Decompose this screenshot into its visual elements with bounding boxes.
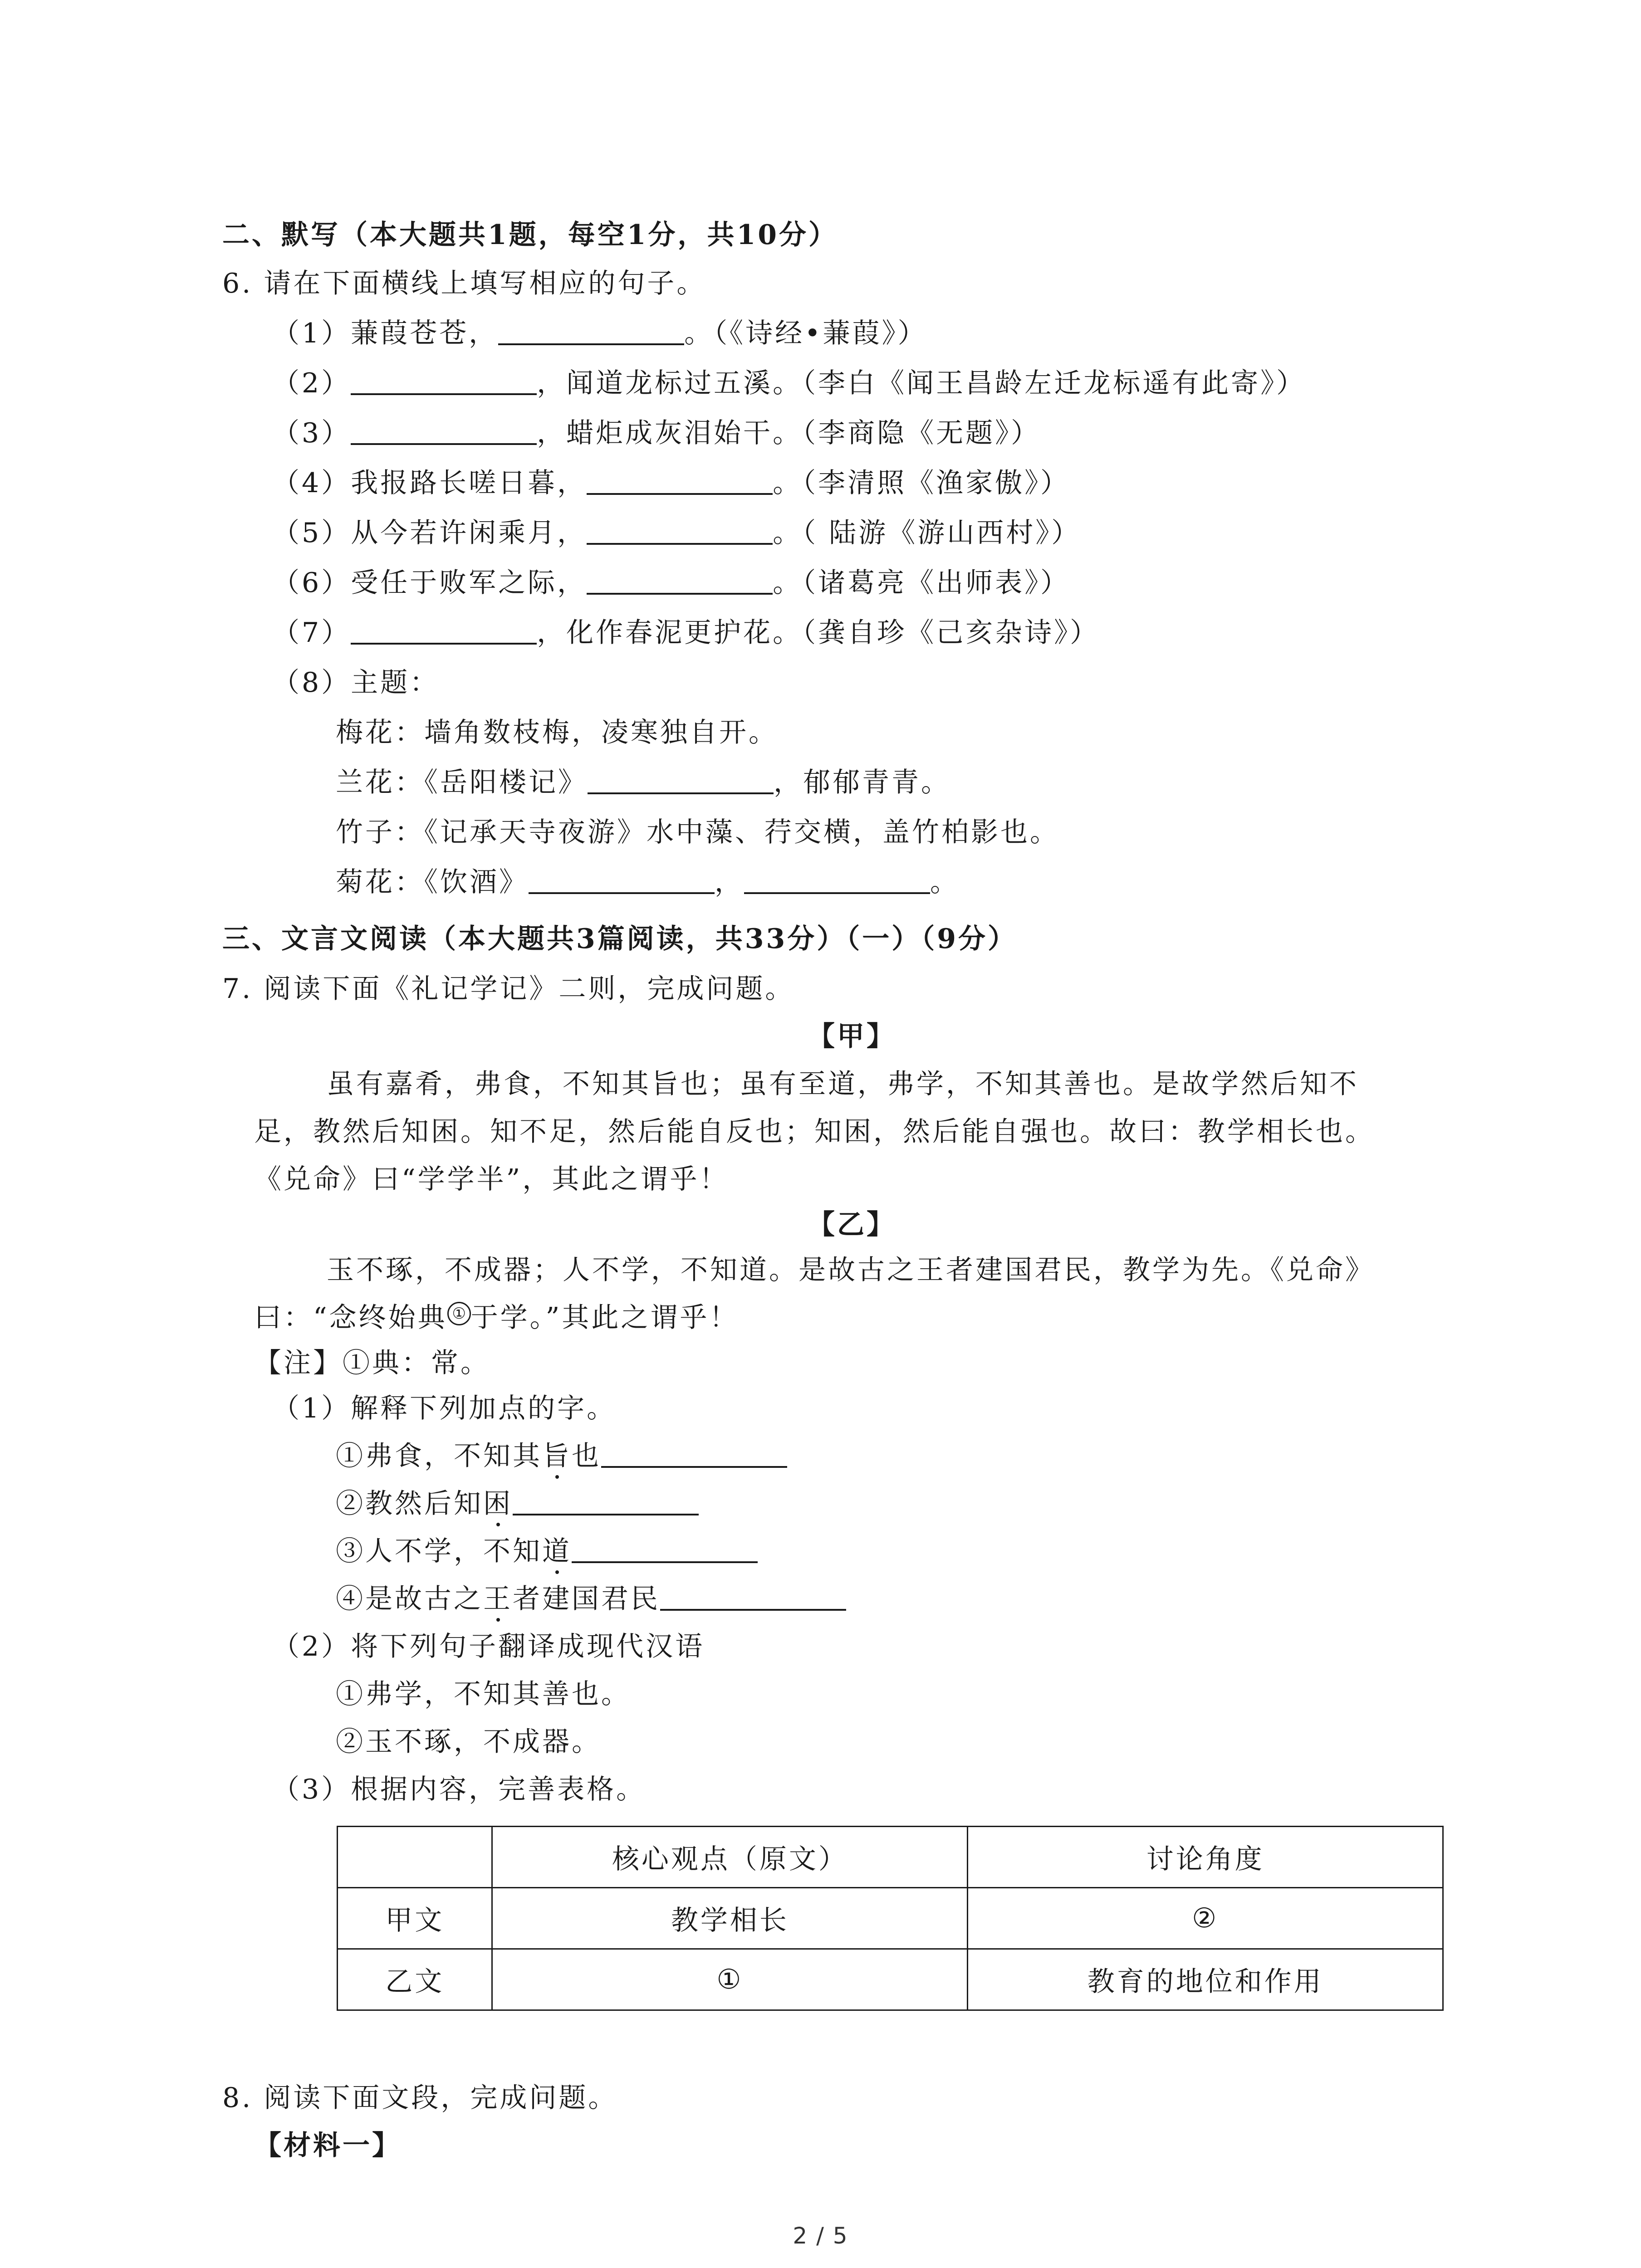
table-cell-answer[interactable]: ① <box>492 1949 968 2010</box>
passage-jia-title: 【甲】 <box>808 1021 896 1052</box>
q8-material-label: 【材料一】 <box>254 2130 402 2161</box>
answer-blank[interactable] <box>513 1487 699 1515</box>
section3-heading: 三、文言文阅读（本大题共3篇阅读，共33分）（一）（9分） <box>222 923 1017 955</box>
q7-stem: 7. 阅读下面《礼记学记》二则，完成问题。 <box>222 973 795 1005</box>
q6-item-5: （5）从今若许闲乘月， 。（ 陆游《游山西村》） <box>272 517 1081 549</box>
table-cell <box>338 1827 492 1888</box>
q6-item-8-label: （8）主题： <box>272 667 440 699</box>
answer-blank[interactable] <box>744 866 930 894</box>
answer-blank[interactable] <box>601 1440 787 1468</box>
table-header-row <box>338 1827 1443 1888</box>
q6-item-1: （1）蒹葭苍苍， 。（《诗经•蒹葭》） <box>272 318 927 349</box>
answer-blank[interactable] <box>529 866 715 894</box>
passage-yi-title: 【乙】 <box>808 1209 896 1241</box>
answer-blank[interactable] <box>498 317 684 345</box>
dotted-char: 道 <box>542 1533 572 1569</box>
answer-blank[interactable] <box>351 367 537 395</box>
answer-blank[interactable] <box>660 1583 846 1611</box>
explain-item-4: ④是故古之王者建国君民 <box>336 1581 846 1617</box>
passage-jia-line: 《兑命》曰“学学半”，其此之谓乎！ <box>254 1163 729 1195</box>
theme-plum: 梅花：墙角数枝梅，凌寒独自开。 <box>336 717 778 748</box>
table-cell: 核心观点（原文） <box>492 1827 968 1888</box>
passage-jia-line: 足，教然后知困。知不足，然后能自反也；知困，然后能自强也。故曰：教学相长也。 <box>254 1116 1375 1148</box>
table-cell-answer[interactable]: ② <box>968 1888 1443 1949</box>
explain-item-2: ②教然后知困 <box>336 1486 699 1522</box>
q6-item-7: （7） ，化作春泥更护花。（龚自珍《己亥杂诗》） <box>272 617 1100 649</box>
table-cell: 教育的地位和作用 <box>968 1949 1443 2010</box>
answer-blank[interactable] <box>572 1535 758 1563</box>
section2-heading: 二、默写（本大题共1题，每空1分，共10分） <box>222 219 838 251</box>
table-cell: 乙文 <box>338 1949 492 2010</box>
q7-sub3: （3）根据内容，完善表格。 <box>272 1774 646 1805</box>
q6-item-4: （4）我报路长嗟日暮， 。（李清照《渔家傲》） <box>272 467 1070 499</box>
passage-jia-line: 虽有嘉肴，弗食，不知其旨也；虽有至道，弗学，不知其善也。是故学然后知不 <box>327 1068 1359 1100</box>
answer-blank[interactable] <box>588 766 774 794</box>
answer-table <box>337 1826 1444 2011</box>
dotted-char: 旨 <box>542 1438 572 1474</box>
dotted-char: 王 <box>483 1581 513 1617</box>
answer-blank[interactable] <box>587 467 773 495</box>
table-cell: 讨论角度 <box>968 1827 1443 1888</box>
theme-chrysanthemum: 菊花：《饮酒》 ， 。 <box>336 866 960 898</box>
passage-yi-line: 玉不琢，不成器；人不学，不知道。是故古之王者建国君民，教学为先。《兑命》 <box>327 1254 1375 1286</box>
table-cell: 教学相长 <box>492 1888 968 1949</box>
answer-blank[interactable] <box>587 517 773 545</box>
q7-sub1: （1）解释下列加点的字。 <box>272 1393 617 1424</box>
table-row <box>338 1888 1443 1949</box>
explain-item-3: ③人不学，不知道 <box>336 1533 758 1569</box>
answer-blank[interactable] <box>351 417 537 445</box>
dotted-char: 困 <box>483 1486 513 1522</box>
explain-item-1: ①弗食，不知其旨也 <box>336 1438 787 1474</box>
q6-item-2: （2） ，闻道龙标过五溪。（李白《闻王昌龄左迁龙标遥有此寄》） <box>272 367 1306 399</box>
footnote-marker: ① <box>447 1302 471 1325</box>
theme-bamboo: 竹子：《记承天寺夜游》水中藻、荇交横，盖竹柏影也。 <box>336 816 1059 848</box>
q6-item-6: （6）受任于败军之际， 。（诸葛亮《出师表》） <box>272 567 1070 599</box>
table-cell: 甲文 <box>338 1888 492 1949</box>
page-number: 2 / 5 <box>793 2223 848 2249</box>
translate-item-2: ②玉不琢，不成器。 <box>336 1726 601 1758</box>
q6-stem: 6. 请在下面横线上填写相应的句子。 <box>222 268 706 299</box>
passage-yi-line: 曰：“念终始典 ① 于学。”其此之谓乎！ <box>254 1302 739 1334</box>
translate-item-1: ①弗学，不知其善也。 <box>336 1678 631 1710</box>
q8-stem: 8. 阅读下面文段，完成问题。 <box>222 2082 618 2114</box>
footnote: 【注】①典：常。 <box>254 1347 490 1379</box>
q7-sub2: （2）将下列句子翻译成现代汉语 <box>272 1631 705 1662</box>
answer-blank[interactable] <box>351 616 537 645</box>
q6-item-3: （3） ，蜡炬成灰泪始干。（李商隐《无题》） <box>272 417 1041 449</box>
table-row <box>338 1949 1443 2010</box>
theme-orchid: 兰花：《岳阳楼记》 ，郁郁青青。 <box>336 767 950 798</box>
answer-blank[interactable] <box>587 567 773 595</box>
